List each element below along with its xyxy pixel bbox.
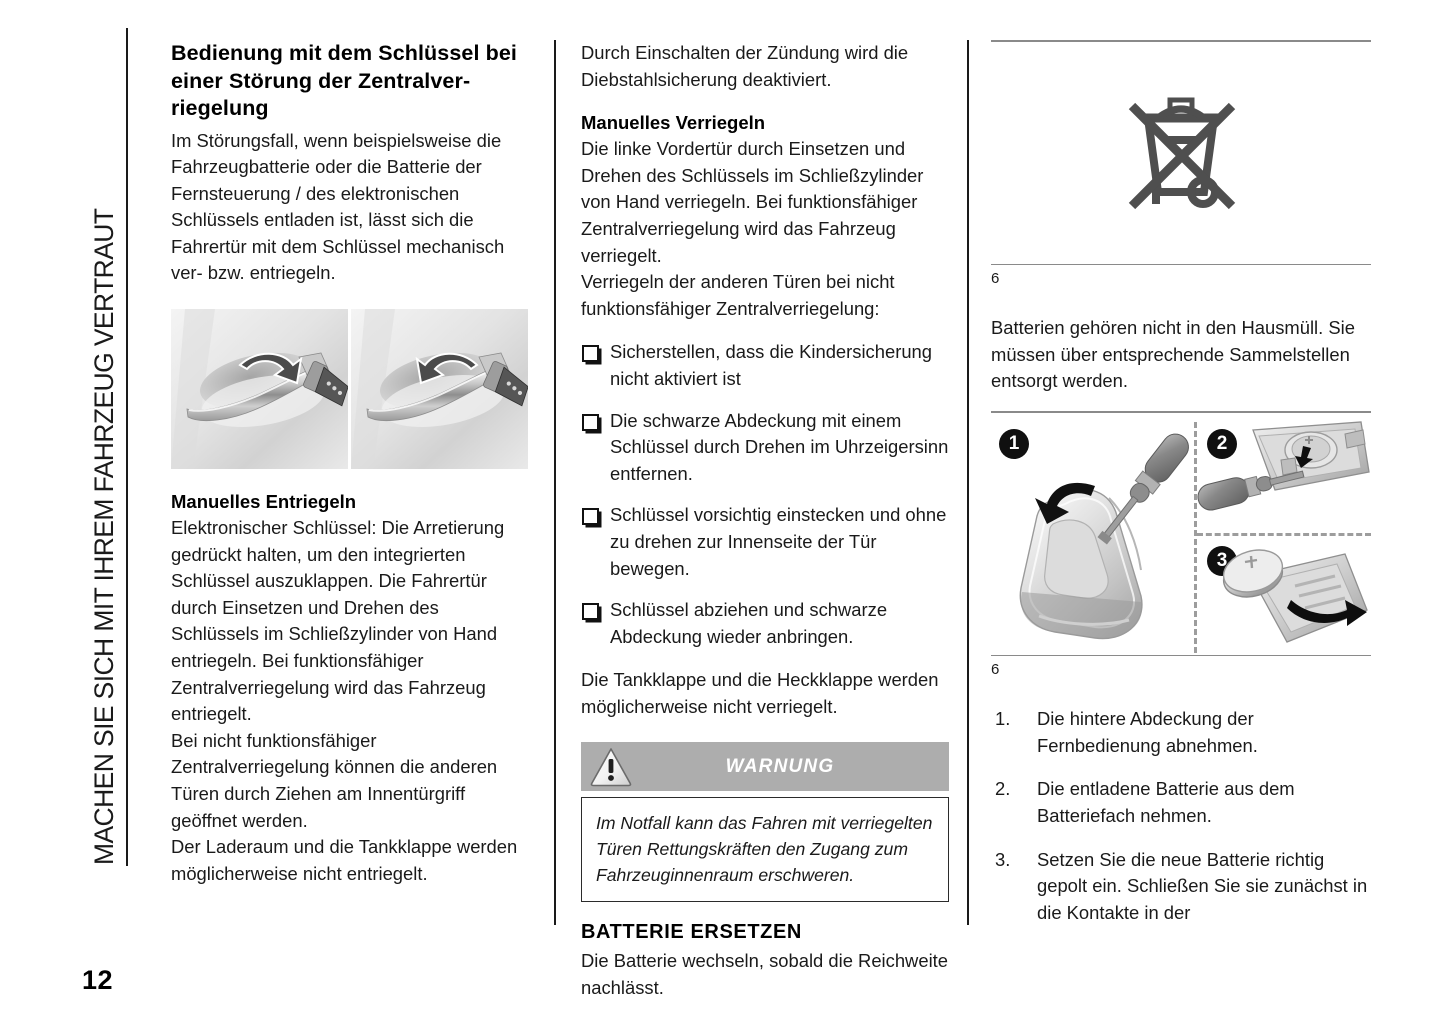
door-handle-panel-left	[171, 309, 348, 469]
list-item	[991, 847, 1371, 927]
battery-replacement-figure	[991, 420, 1371, 655]
weee-figure	[991, 42, 1371, 264]
list-item	[581, 597, 949, 650]
warning-header	[581, 742, 949, 791]
list-item-text: Schlüssel vorsichtig einstecken und ohne zu drehen zur Innenseite der Tür bewegen.	[610, 504, 947, 579]
list-item-number: 3.	[995, 848, 1011, 870]
list-item-number: 2.	[995, 778, 1011, 800]
battery-replace-text: Die Batterie wechseln, sobald die Reichweite nachlässt.	[581, 950, 948, 999]
column-2	[581, 40, 949, 1002]
list-item	[581, 408, 949, 488]
step-badge-3: 3	[1207, 546, 1237, 576]
verriegeln-bullet-list	[581, 339, 949, 650]
square-bullet-icon	[582, 508, 599, 525]
column-divider-2	[967, 40, 969, 925]
paragraph-zuendung: Durch Einschalten der Zündung wird die Diebstahlsicherung deaktiviert.	[581, 42, 909, 90]
paragraph-entriegeln-1: Elektronischer Schlüssel: Die Arretierung gedrückt halten, um den integrierten Schlüssel auszuklappen. Die Fahrertür durch Einsetzen und Drehen des Schlüssels im Schließzylinder von Hand entriegeln. Bei funktionsfähiger Zentralverriegelung wird das Fahrzeug entriegelt.	[171, 517, 505, 725]
square-bullet-icon	[582, 345, 599, 362]
battery-removal-illustration	[1195, 420, 1371, 532]
crossed-out-wheelie-bin-icon	[1106, 78, 1256, 228]
subsection-heading-verriegeln: Manuelles Verriegeln	[581, 112, 766, 134]
list-item	[991, 706, 1371, 759]
steps-rule-top	[991, 411, 1371, 413]
warning-text: Im Notfall kann das Fahren mit verriegelten Türen Rettungskräften den Zugang zum Fahrzeuginnenraum erschweren.	[581, 797, 949, 902]
battery-replace-heading: BATTERIE ERSETZEN	[581, 921, 802, 944]
warning-triangle-icon	[589, 746, 633, 787]
steps-rule-bottom	[991, 655, 1371, 657]
list-item-text: Schlüssel abziehen und schwarze Abdeckung wieder anbringen.	[610, 599, 888, 647]
figure-rule-bottom	[991, 264, 1371, 266]
page-number: 12	[82, 965, 114, 995]
warning-title: WARNUNG	[725, 755, 835, 777]
square-bullet-icon	[582, 414, 599, 431]
list-item-text: Sicherstellen, dass die Kindersicherung nicht aktiviert ist	[610, 341, 933, 389]
list-item-text: Die entladene Batterie aus dem Batteriefach nehmen.	[1037, 778, 1295, 826]
subsection-heading-entriegeln: Manuelles Entriegeln	[171, 491, 357, 513]
warning-box	[581, 742, 949, 902]
figure-caption-weee: 6	[991, 270, 1000, 288]
battery-insertion-illustration	[1195, 538, 1371, 650]
paragraph-verriegeln-2: Verriegeln der anderen Türen bei nicht funktionsfähiger Zentralverriegelung:	[581, 271, 895, 319]
paragraph-entriegeln-2: Bei nicht funktionsfähiger Zentralverriegelung können die anderen Türen durch Ziehen am Innentürgriff geöffnet werden.	[171, 729, 498, 831]
column-1	[171, 40, 529, 887]
section-heading: Bedienung mit dem Schlüssel bei einer Störung der Zentralverriegelung	[171, 41, 517, 120]
step-badge-1: 1	[999, 429, 1029, 459]
column-3	[991, 40, 1371, 943]
battery-steps-list	[991, 706, 1371, 926]
list-item-text: Die hintere Abdeckung der Fernbedienung abnehmen.	[1037, 708, 1258, 756]
battery-disposal-text: Batterien gehören nicht in den Hausmüll. Sie müssen über entsprechende Sammelstellen entsorgt werden.	[991, 317, 1355, 392]
list-item	[581, 339, 949, 392]
paragraph-entriegeln-3: Der Laderaum und die Tankklappe werden möglicherweise nicht entriegelt.	[171, 836, 518, 884]
figure-divider-horizontal	[1197, 533, 1371, 536]
paragraph-tankklappe: Die Tankklappe und die Heckklappe werden möglicherweise nicht verriegelt.	[581, 669, 939, 717]
intro-paragraph: Im Störungsfall, wenn beispielsweise die Fahrzeugbatterie oder die Batterie der Fernsteuerung / des elektronischen Schlüssels entladen ist, lässt sich die Fahrertür mit dem Schlüssel mechanisch ver- bzw. entriegeln.	[171, 129, 505, 284]
door-handle-figure	[171, 309, 529, 469]
running-head	[78, 28, 130, 866]
door-handle-unlock-icon	[171, 309, 348, 469]
key-fob-screwdriver-illustration	[991, 420, 1191, 655]
list-item-text: Die schwarze Abdeckung mit einem Schlüssel durch Drehen im Uhrzeigersinn entfernen.	[610, 409, 949, 484]
list-item-text: Setzen Sie die neue Batterie richtig gepolt ein. Schließen Sie sie zunächst in die Kontakte in der	[1037, 848, 1368, 923]
column-divider-1	[554, 40, 556, 925]
list-item	[991, 776, 1371, 829]
paragraph-verriegeln-1: Die linke Vordertür durch Einsetzen und Drehen des Schlüssels im Schließzylinder von Hand verriegeln. Bei funktionsfähiger Zentralverriegelung wird das Fahrzeug verriegelt.	[581, 138, 924, 266]
figure-caption-steps: 6	[991, 661, 1000, 679]
running-head-rule	[126, 28, 128, 866]
running-head-label: MACHEN SIE SICH MIT IHREM FAHRZEUG VERTRAUT	[89, 208, 119, 865]
list-item-number: 1.	[995, 708, 1011, 730]
door-handle-panel-right	[351, 309, 528, 469]
list-item	[581, 502, 949, 582]
door-handle-lock-icon	[351, 309, 528, 469]
step-badge-2: 2	[1207, 429, 1237, 459]
square-bullet-icon	[582, 603, 599, 620]
